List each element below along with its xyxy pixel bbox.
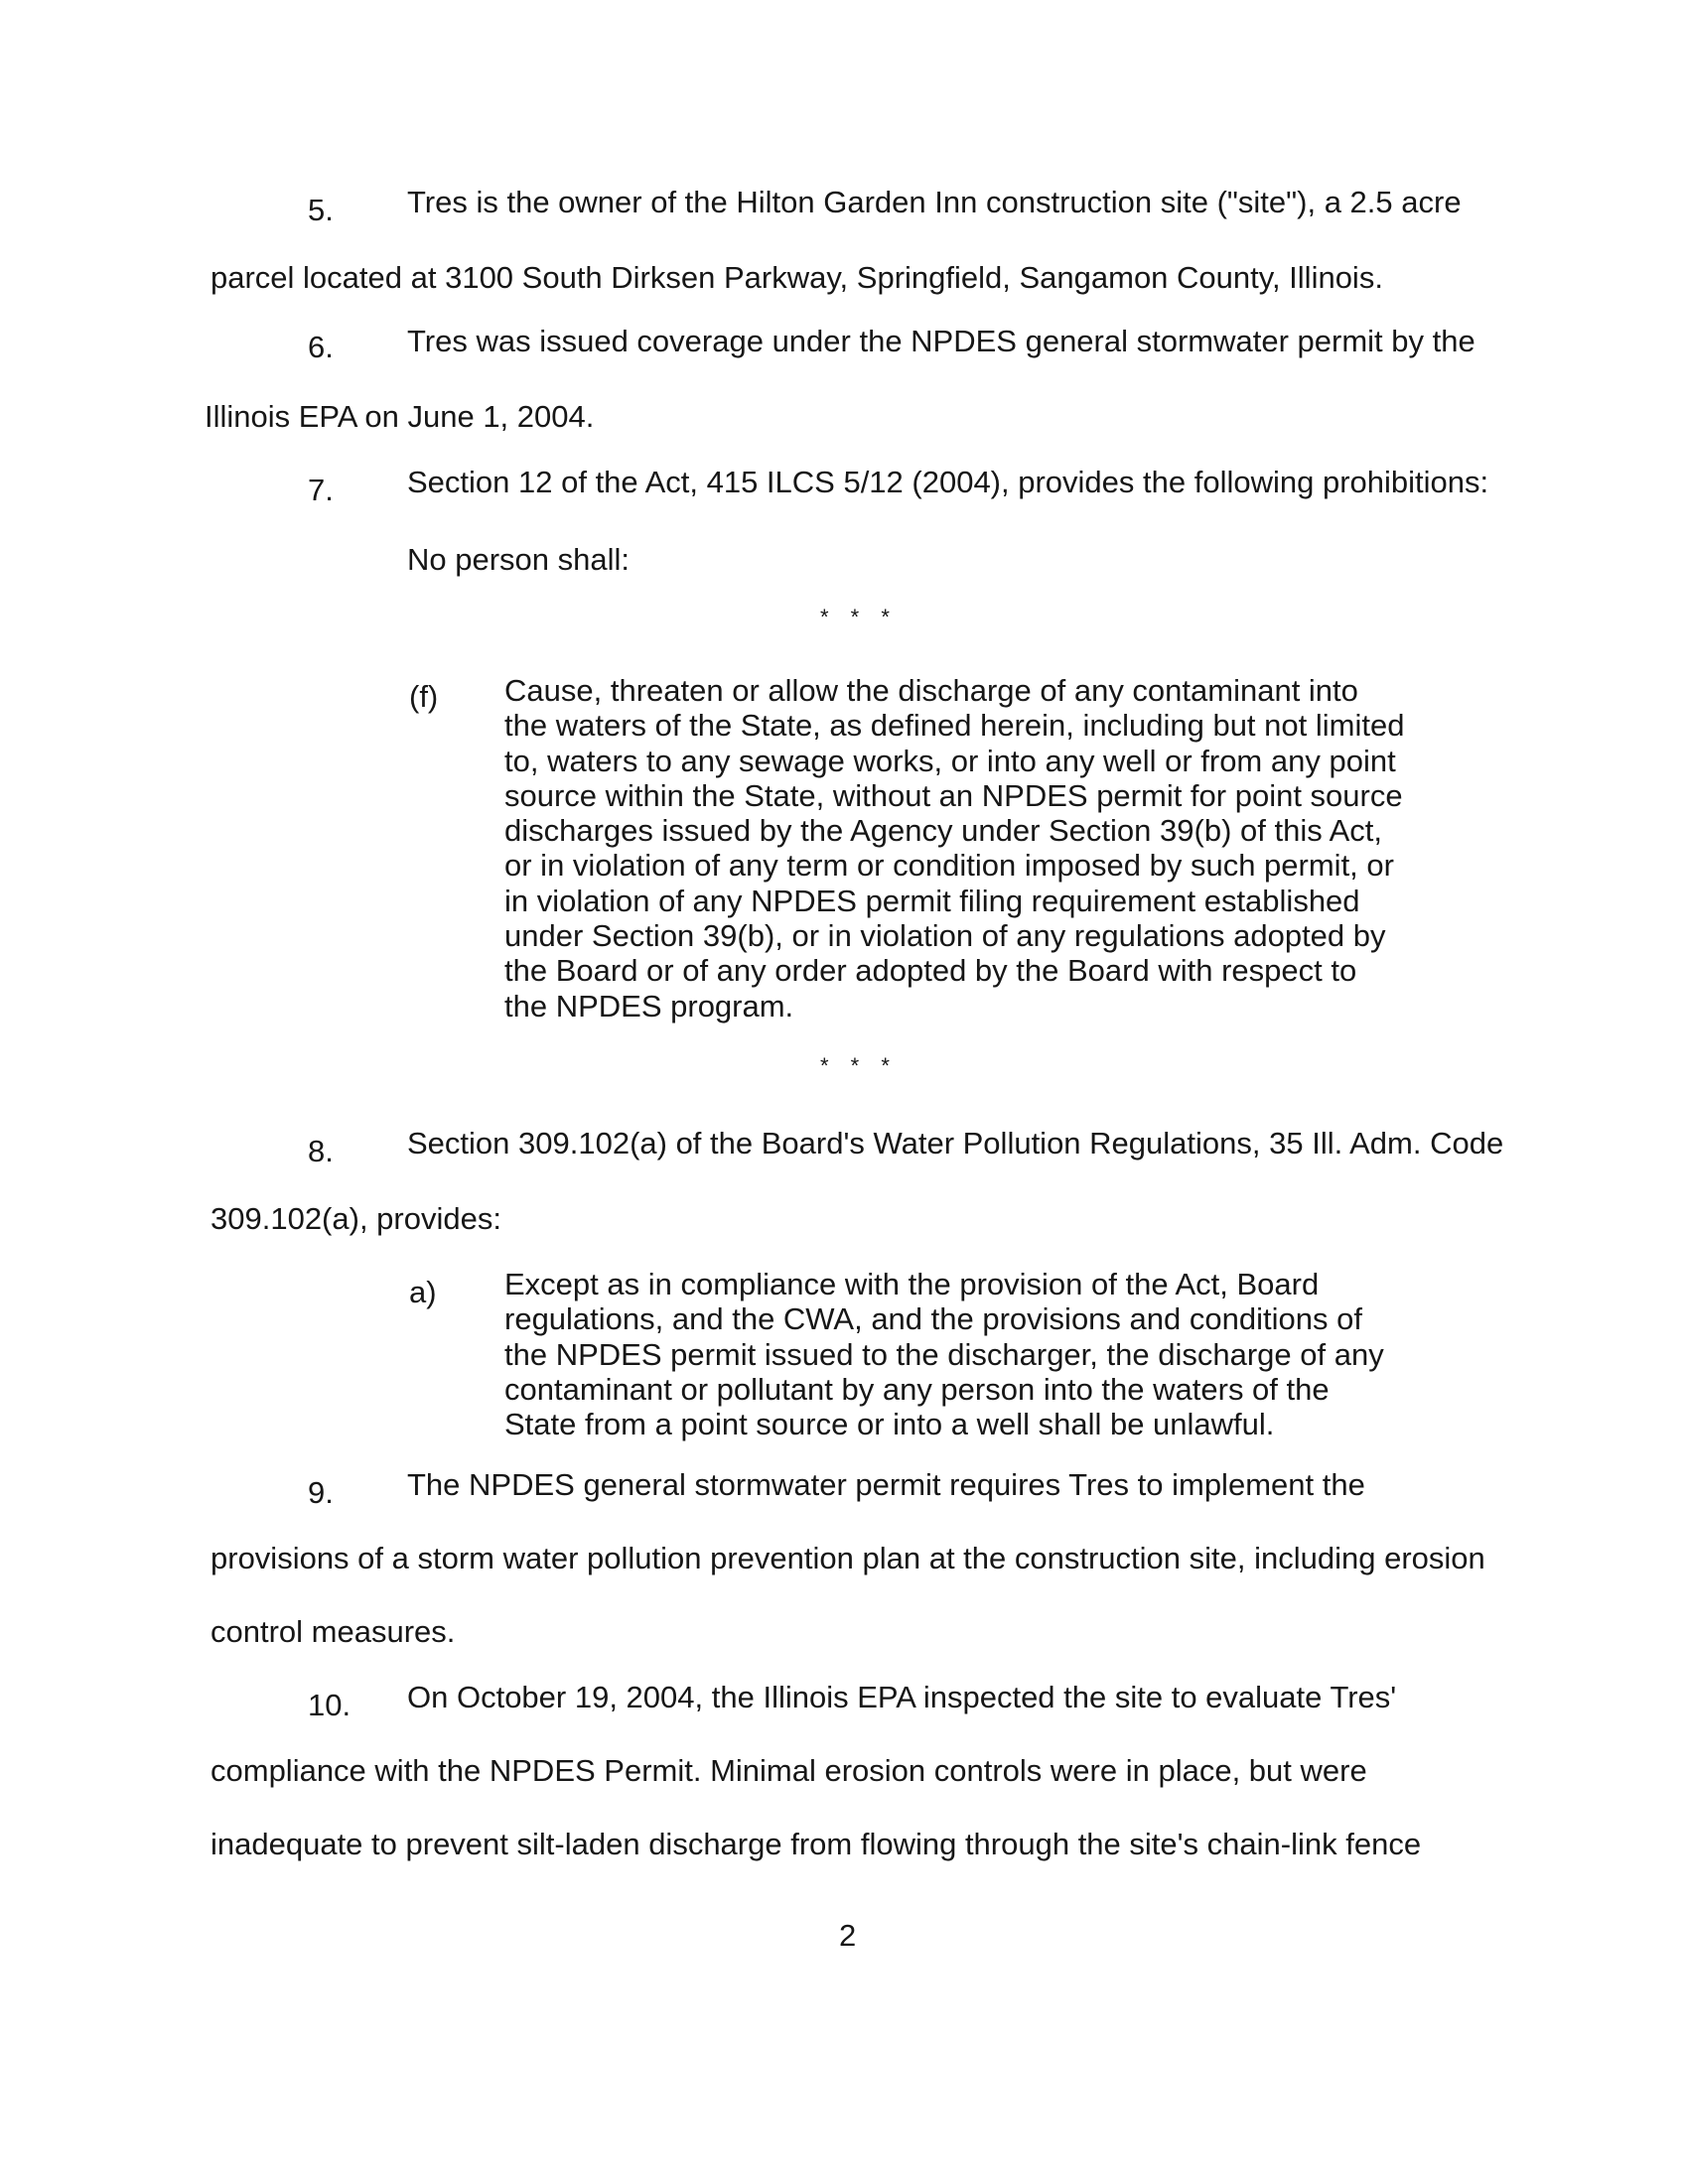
paragraph-10-number: 10. xyxy=(308,1688,351,1722)
paragraph-7-number: 7. xyxy=(308,473,334,507)
paragraph-6-line-2: Illinois EPA on June 1, 2004. xyxy=(205,399,595,434)
paragraph-8-number: 8. xyxy=(308,1134,334,1168)
paragraph-5-number: 5. xyxy=(308,193,334,227)
section-ellipsis-stars: * * * xyxy=(820,605,898,629)
page-number: 2 xyxy=(839,1918,857,1953)
paragraph-10-line-3: inadequate to prevent silt-laden discharge from flowing through the site's chain-link fence xyxy=(210,1827,1422,1861)
paragraph-10-line-1: On October 19, 2004, the Illinois EPA inspected the site to evaluate Tres' xyxy=(407,1680,1397,1714)
paragraph-9-line-3: control measures. xyxy=(210,1614,456,1649)
paragraph-7-line-1: Section 12 of the Act, 415 ILCS 5/12 (2004), provides the following prohibitions: xyxy=(407,465,1489,499)
paragraph-10-line-2: compliance with the NPDES Permit. Minimal erosion controls were in place, but were xyxy=(210,1753,1367,1788)
paragraph-8-line-1: Section 309.102(a) of the Board's Water Pollution Regulations, 35 Ill. Adm. Code xyxy=(407,1126,1504,1160)
quote-a-text: Except as in compliance with the provision of the Act, Board regulations, and the CWA, and the provisions and conditions of the NPDES permit issued to the discharger, the discharge of any contaminant or pollutant by any person into the waters of the State from a point source or into a well shall be unlawful. xyxy=(504,1267,1384,1442)
paragraph-5-line-1: Tres is the owner of the Hilton Garden Inn construction site ("site"), a 2.5 acre xyxy=(407,185,1462,219)
paragraph-6-line-1: Tres was issued coverage under the NPDES general stormwater permit by the xyxy=(407,324,1475,358)
paragraph-8-line-2: 309.102(a), provides: xyxy=(210,1201,501,1236)
section-ellipsis-stars-end: * * * xyxy=(820,1053,898,1078)
paragraph-7-lead: No person shall: xyxy=(407,542,631,577)
paragraph-9-line-2: provisions of a storm water pollution prevention plan at the construction site, including erosion xyxy=(210,1541,1485,1575)
paragraph-9-line-1: The NPDES general stormwater permit requires Tres to implement the xyxy=(407,1467,1365,1502)
paragraph-5-line-2: parcel located at 3100 South Dirksen Parkway, Springfield, Sangamon County, Illinois. xyxy=(210,260,1383,295)
paragraph-9-number: 9. xyxy=(308,1475,334,1510)
paragraph-6-number: 6. xyxy=(308,330,334,364)
quote-f-text: Cause, threaten or allow the discharge of any contaminant into the waters of the State, as defined herein, including but not limited to, waters to any sewage works, or into any well or from any point source within the State, without an NPDES permit for point source discharges issued by the Agency under Section 39(b) of this Act, or in violation of any term or condition imposed by such permit, or in violation of any NPDES permit filing requirement established under Section 39(b), or in violation of any regulations adopted by the Board or of any order adopted by the Board with respect to the NPDES program. xyxy=(504,673,1405,1024)
quote-f-label: (f) xyxy=(409,679,439,714)
quote-a-label: a) xyxy=(409,1275,437,1309)
